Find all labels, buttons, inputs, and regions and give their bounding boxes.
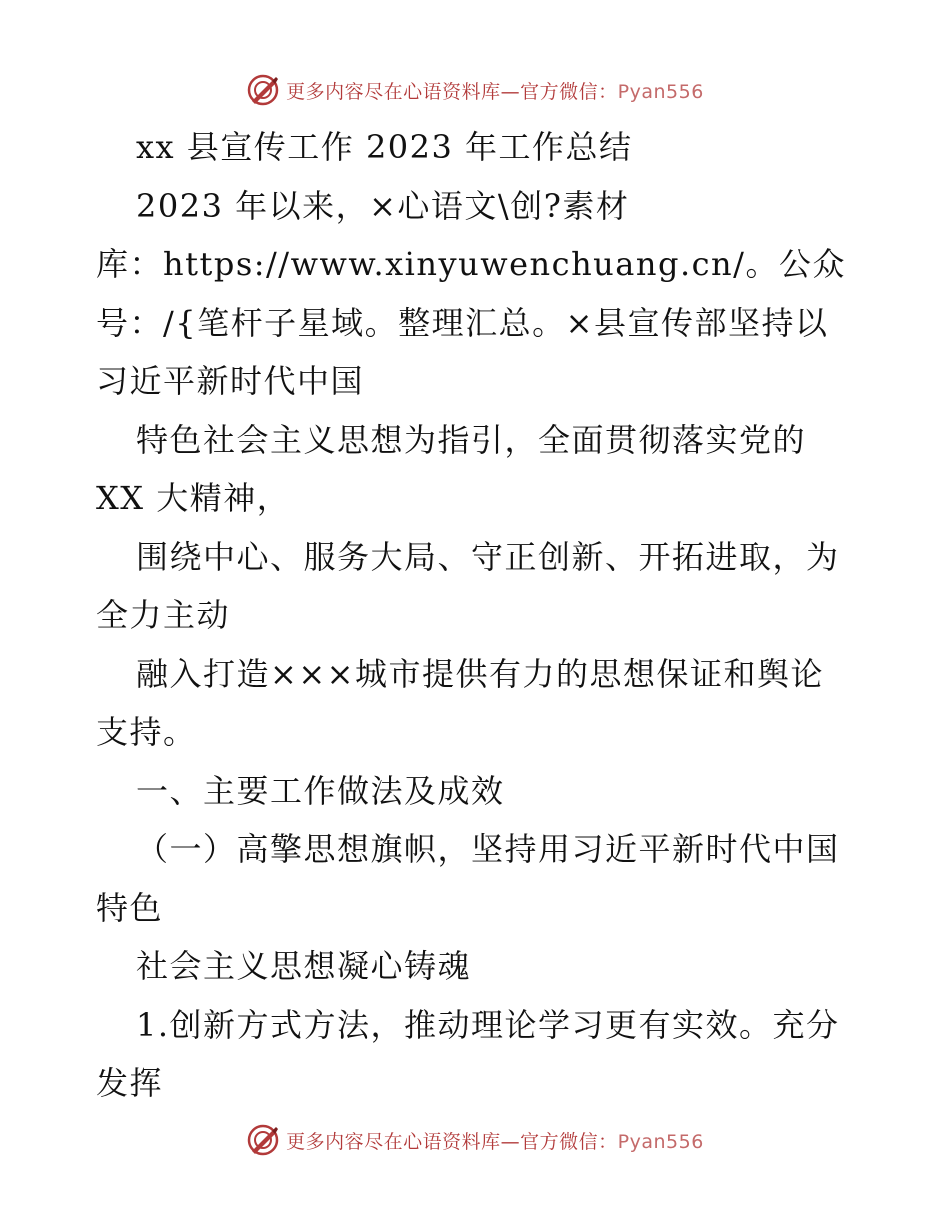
paragraph-line: 特色 [96, 888, 164, 927]
paragraph-line: 库：https://www.xinyuwenchuang.cn/。公众 [96, 245, 846, 283]
paragraph-line: 特色社会主义思想为指引，全面贯彻落实党的 [136, 420, 807, 459]
document-title: xx 县宣传工作 2023 年工作总结 [136, 128, 633, 166]
paragraph-line: 1.创新方式方法，推动理论学习更有实效。充分 [136, 1005, 840, 1044]
paragraph-line: 2023 年以来，×心语文\创?素材 [136, 186, 630, 225]
section-heading: 一、主要工作做法及成效 [136, 771, 505, 810]
subsection-heading: （一）高擎思想旗帜，坚持用习近平新时代中国 [136, 830, 840, 868]
document-body [96, 118, 856, 1113]
footer-watermark [0, 1120, 950, 1160]
header-watermark-id: Pyan556 [617, 80, 704, 103]
footer-watermark-id: Pyan556 [617, 1130, 704, 1153]
paragraph-line: 号：/{笔杆子星域。整理汇总。×县宣传部坚持以 [96, 303, 829, 342]
paragraph-line: 全力主动 [96, 596, 231, 634]
paragraph-line: 支持。 [96, 713, 197, 751]
paragraph-line: 习近平新时代中国 [96, 362, 365, 400]
paragraph-line: XX 大精神， [96, 479, 291, 517]
pen-logo-icon [246, 1123, 280, 1157]
footer-watermark-text [286, 1127, 704, 1154]
header-watermark [0, 70, 950, 110]
paragraph-line: 围绕中心、服务大局、守正创新、开拓进取，为 [136, 537, 840, 576]
pen-logo-icon [246, 73, 280, 107]
header-watermark-label: 更多内容尽在心语资料库—官方微信： [286, 80, 618, 103]
paragraph-line: 融入打造×××城市提供有力的思想保证和舆论 [136, 654, 824, 693]
paragraph-line: 社会主义思想凝心铸魂 [136, 947, 472, 985]
footer-watermark-label: 更多内容尽在心语资料库—官方微信： [286, 1130, 618, 1153]
paragraph-line: 发挥 [96, 1064, 164, 1102]
header-watermark-text [286, 77, 704, 104]
